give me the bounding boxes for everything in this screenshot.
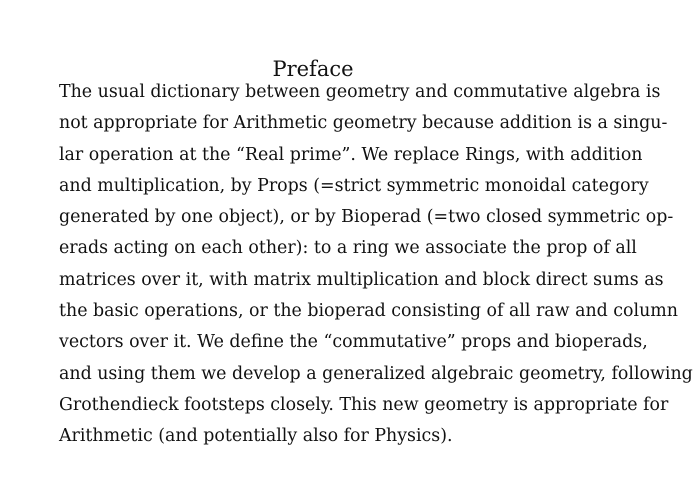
page-title: Preface	[272, 57, 354, 82]
text-line: Arithmetic (and potentially also for Physics).	[59, 426, 453, 447]
text-line: generated by one object), or by Bioperad (=two closed symmetric op-	[59, 207, 674, 228]
text-line: and multiplication, by Props (=strict symmetric monoidal category	[59, 175, 649, 196]
text-line: Grothendieck footsteps closely. This new geometry is appropriate for	[59, 394, 669, 415]
text-line: The usual dictionary between geometry and commutative algebra is	[59, 82, 661, 102]
text-line: vectors over it. We define the “commutative” props and bioperads,	[59, 332, 648, 353]
preface-paragraph	[59, 77, 693, 453]
text-line: and using them we develop a generalized algebraic geometry, following	[59, 363, 693, 384]
text-line: the basic operations, or the bioperad consisting of all raw and column	[59, 301, 678, 322]
text-line: lar operation at the “Real prime”. We replace Rings, with addition	[59, 144, 643, 165]
text-line: not appropriate for Arithmetic geometry because addition is a singu-	[59, 113, 668, 134]
text-line: matrices over it, with matrix multiplication and block direct sums as	[59, 269, 664, 290]
text-line: erads acting on each other): to a ring we associate the prop of all	[59, 238, 637, 259]
